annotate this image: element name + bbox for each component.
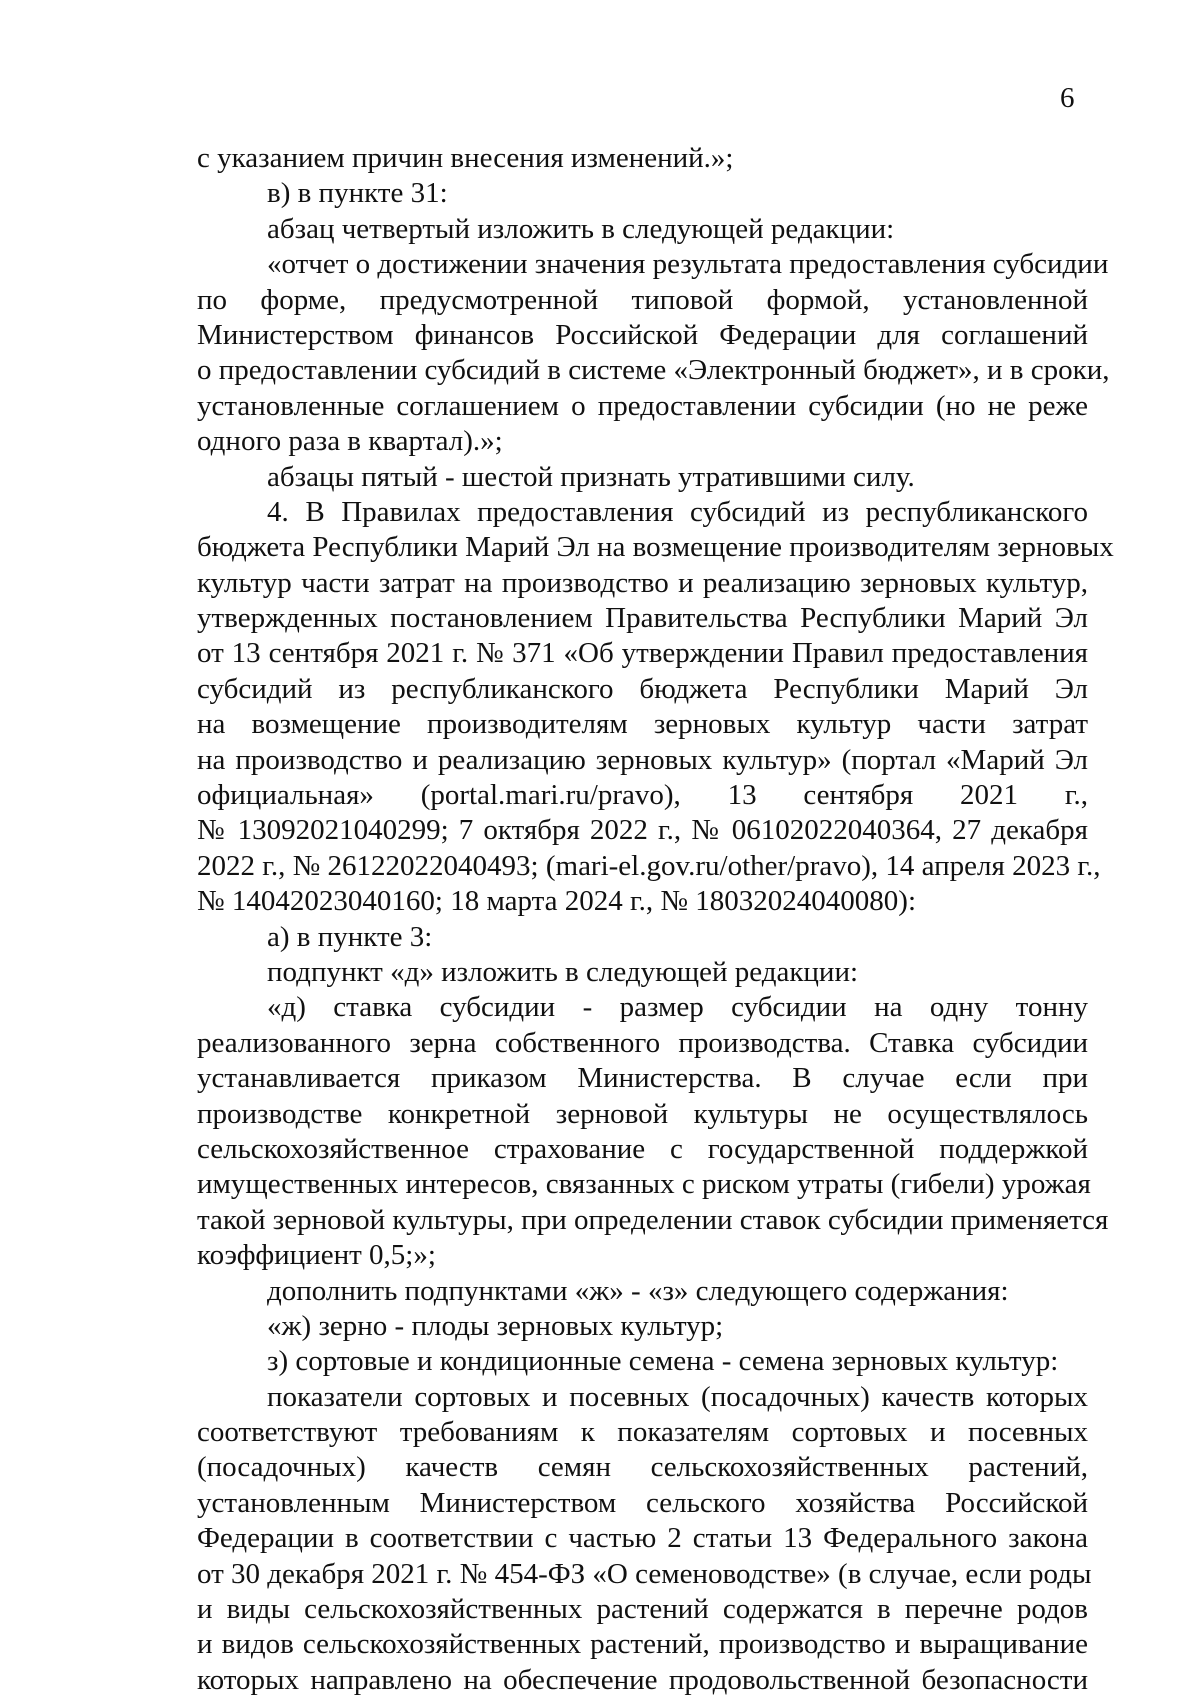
text-line: культур части затрат на производство и реализацию зерновых культур,: [197, 566, 1088, 599]
text-line: по форме, предусмотренной типовой формой, установленной: [197, 283, 1088, 316]
text-line: производстве конкретной зерновой культуры не осуществлялось: [197, 1097, 1088, 1130]
text-line: утвержденных постановлением Правительства Республики Марий Эл: [197, 602, 1088, 635]
text-line: з) сортовые и кондиционные семена - семена зерновых культур:: [267, 1345, 1059, 1378]
text-line: дополнить подпунктами «ж» - «з» следующего содержания:: [267, 1274, 1009, 1307]
text-line: № 14042023040160; 18 марта 2024 г., № 18032024040080):: [197, 885, 917, 918]
text-line: абзац четвертый изложить в следующей редакции:: [267, 212, 895, 245]
text-line: «отчет о достижении значения результата предоставления субсидии: [267, 248, 1109, 281]
text-line: реализованного зерна собственного производства. Ставка субсидии: [197, 1026, 1088, 1059]
text-line: имущественных интересов, связанных с риском утраты (гибели) урожая: [197, 1168, 1091, 1201]
text-line: и видов сельскохозяйственных растений, производство и выращивание: [197, 1628, 1088, 1661]
text-line: о предоставлении субсидий в системе «Электронный бюджет», и в сроки,: [197, 354, 1110, 387]
text-line: соответствуют требованиям к показателям сортовых и посевных: [197, 1416, 1088, 1449]
text-line: Федерации в соответствии с частью 2 статьи 13 Федерального закона: [197, 1522, 1088, 1555]
text-line: установленные соглашением о предоставлении субсидии (но не реже: [197, 389, 1088, 422]
text-line: субсидий из республиканского бюджета Республики Марий Эл: [197, 672, 1088, 705]
text-line: устанавливается приказом Министерства. В случае если при: [197, 1062, 1088, 1095]
text-line: абзацы пятый - шестой признать утратившими силу.: [267, 460, 915, 493]
text-line: с указанием причин внесения изменений.»;: [197, 142, 734, 174]
text-line: от 30 декабря 2021 г. № 454-ФЗ «О семеноводстве» (в случае, если роды: [197, 1557, 1092, 1590]
text-line: и виды сельскохозяйственных растений содержатся в перечне родов: [197, 1593, 1088, 1626]
text-line: «ж) зерно - плоды зерновых культур;: [267, 1309, 724, 1342]
text-line: официальная» (portal.mari.ru/pravo), 13 сентября 2021 г.,: [197, 779, 1088, 812]
document-body: [197, 141, 1114, 1698]
text-line: подпункт «д» изложить в следующей редакции:: [267, 955, 859, 988]
text-line: показатели сортовых и посевных (посадочных) качеств которых: [267, 1380, 1088, 1413]
text-line: от 13 сентября 2021 г. № 371 «Об утверждении Правил предоставления: [197, 637, 1088, 670]
text-line: (посадочных) качеств семян сельскохозяйственных растений,: [197, 1451, 1088, 1484]
text-line: установленным Министерством сельского хозяйства Российской: [197, 1486, 1088, 1519]
text-line: коэффициент 0,5;»;: [197, 1239, 436, 1272]
text-line: № 13092021040299; 7 октября 2022 г., № 06102022040364, 27 декабря: [197, 814, 1088, 847]
text-line: такой зерновой культуры, при определении ставок субсидии применяется: [197, 1203, 1109, 1236]
text-line: Министерством финансов Российской Федерации для соглашений: [197, 318, 1088, 351]
text-line: одного раза в квартал).»;: [197, 425, 503, 458]
page-number: 6: [1060, 82, 1075, 114]
text-line: которых направлено на обеспечение продовольственной безопасности: [197, 1663, 1088, 1696]
text-line: 4. В Правилах предоставления субсидий из республиканского: [267, 495, 1088, 528]
text-line: в) в пункте 31:: [267, 177, 448, 210]
text-line: 2022 г., № 26122022040493; (mari-el.gov.ru/other/pravo), 14 апреля 2023 г.,: [197, 849, 1101, 882]
text-line: на возмещение производителям зерновых культур части затрат: [197, 708, 1088, 741]
text-line: сельскохозяйственное страхование с государственной поддержкой: [197, 1132, 1088, 1165]
text-line: на производство и реализацию зерновых культур» (портал «Марий Эл: [197, 743, 1088, 776]
text-line: а) в пункте 3:: [267, 920, 433, 953]
text-line: бюджета Республики Марий Эл на возмещение производителям зерновых: [197, 531, 1114, 564]
text-line: «д) ставка субсидии - размер субсидии на одну тонну: [267, 991, 1088, 1024]
